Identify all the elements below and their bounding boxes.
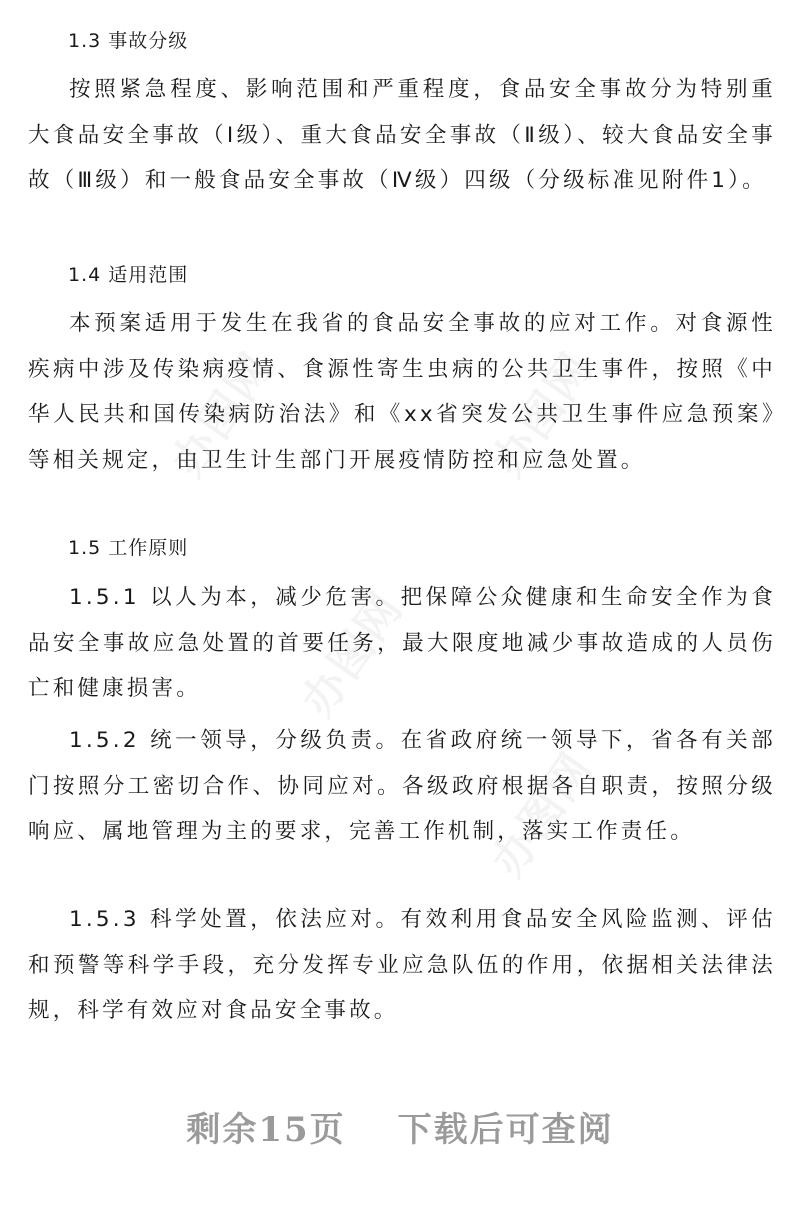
watermark: 办图网 [292,583,414,726]
section-item-1-5-1: 1.5.1 以人为本，减少危害。把保障公众健康和生命安全作为食品安全事故应急处置的首要任务，最大限度地减少事故造成的人员伤亡和健康损害。 [28,585,776,701]
section-paragraph-1-4: 本预案适用于发生在我省的食品安全事故的应对工作。对食源性疾病中涉及传染病疫情、食源性寄生虫病的公共卫生事件，按照《中华人民共和国传染病防治法》和《xx省突发公共卫生事件应急预案》等相关规定，由卫生计生部门开展疫情防控和应急处置。 [28,311,776,473]
section-item-1-5-3: 1.5.3 科学处置，依法应对。有效利用食品安全风险监测、评估和预警等科学手段，充分发挥专业应急队伍的作用，依据相关法律法规，科学有效应对食品安全事故。 [28,907,776,1023]
section-paragraph-1-3: 按照紧急程度、影响范围和严重程度，食品安全事故分为特别重大食品安全事故（Ⅰ级）、重大食品安全事故（Ⅱ级）、较大食品安全事故（Ⅲ级）和一般食品安全事故（Ⅳ级）四级（分级标准见附件1）。 [28,77,776,193]
section-heading-1-4: 1.4 适用范围 [68,264,189,286]
remaining-pages-text: 剩余15页 [186,1110,346,1150]
download-prompt[interactable] [0,1106,800,1154]
section-item-1-5-2: 1.5.2 统一领导，分级负责。在省政府统一领导下，省各有关部门按照分工密切合作、协同应对。各级政府根据各自职责，按照分级响应、属地管理为主的要求，完善工作机制，落实工作责任。 [28,728,776,844]
download-to-view-text: 下载后可查阅 [397,1110,614,1150]
watermark: 办图网 [162,343,284,486]
section-heading-1-3: 1.3 事故分级 [68,30,189,52]
watermark: 办图网 [482,743,604,886]
watermark: 办图网 [482,343,604,486]
section-heading-1-5: 1.5 工作原则 [68,537,189,559]
